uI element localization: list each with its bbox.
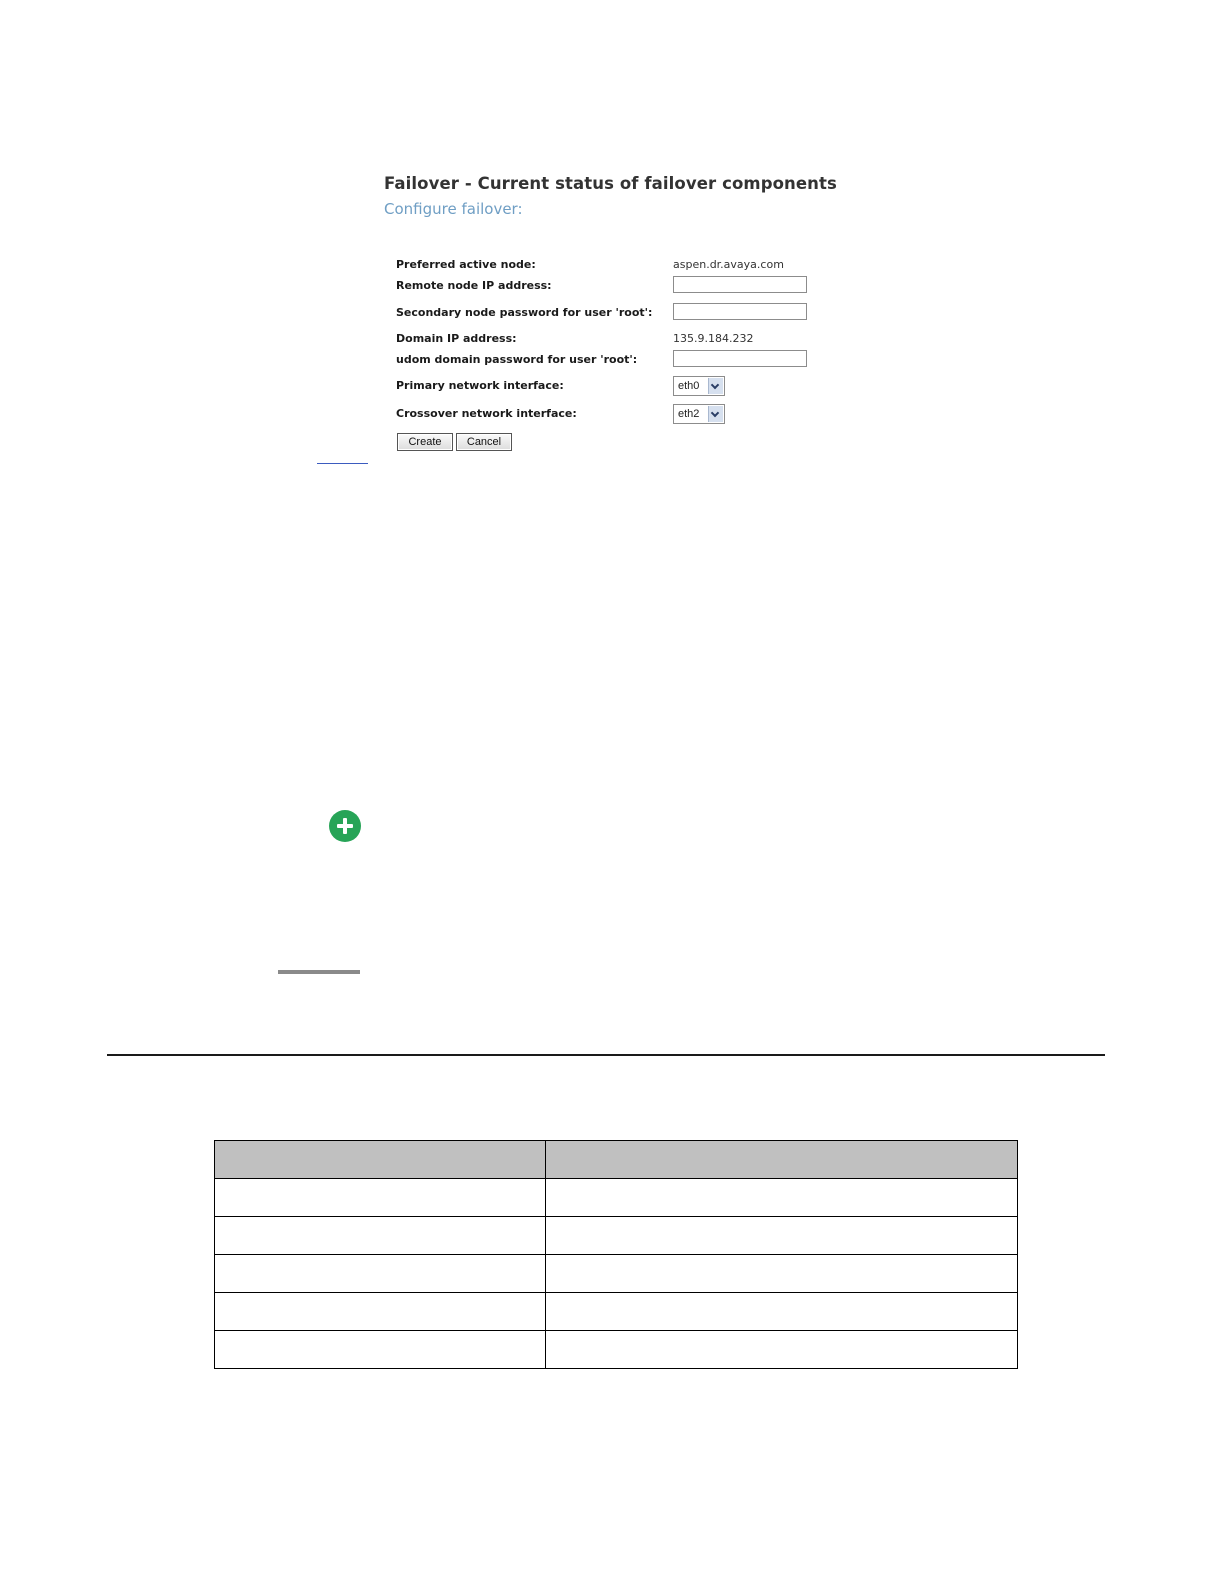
chevron-down-icon[interactable] (708, 406, 723, 422)
table-cell (546, 1179, 1018, 1217)
table-cell (215, 1293, 546, 1331)
divider-bar (278, 970, 360, 974)
udom-password-input[interactable] (673, 350, 807, 367)
primary-network-interface-value: eth0 (678, 380, 700, 392)
crossover-network-interface-label: Crossover network interface: (396, 407, 577, 420)
secondary-node-password-input[interactable] (673, 303, 807, 320)
table-header-cell (215, 1141, 546, 1179)
chevron-down-icon[interactable] (708, 378, 723, 394)
preferred-active-node-value: aspen.dr.avaya.com (673, 258, 784, 271)
udom-password-label: udom domain password for user 'root': (396, 353, 638, 366)
remote-node-ip-input[interactable] (673, 276, 807, 293)
primary-network-interface-label: Primary network interface: (396, 379, 564, 392)
table-row (215, 1293, 1018, 1331)
horizontal-rule (107, 1054, 1105, 1056)
table-row (215, 1255, 1018, 1293)
domain-ip-label: Domain IP address: (396, 332, 517, 345)
cancel-button[interactable]: Cancel (456, 433, 512, 451)
secondary-node-password-label: Secondary node password for user 'root': (396, 306, 653, 319)
preferred-active-node-label: Preferred active node: (396, 258, 536, 271)
domain-ip-value: 135.9.184.232 (673, 332, 754, 345)
table-cell (546, 1293, 1018, 1331)
table-row (215, 1331, 1018, 1369)
primary-network-interface-row (396, 376, 816, 398)
link-underline[interactable] (317, 463, 368, 464)
create-button[interactable]: Create (397, 433, 453, 451)
plus-circle-icon (329, 810, 361, 842)
domain-ip-row (396, 329, 816, 351)
table-cell (546, 1217, 1018, 1255)
table-cell (546, 1255, 1018, 1293)
table-header-cell (546, 1141, 1018, 1179)
remote-node-ip-row (396, 276, 816, 298)
failover-screenshot (376, 166, 866, 466)
primary-network-interface-select[interactable] (673, 376, 725, 396)
table-cell (215, 1217, 546, 1255)
table-cell (215, 1255, 546, 1293)
preferred-active-node-row (396, 255, 816, 277)
crossover-network-interface-value: eth2 (678, 408, 700, 420)
page-title: Failover - Current status of failover components (384, 174, 837, 193)
secondary-node-password-row (396, 303, 816, 325)
configure-failover-heading: Configure failover: (384, 200, 523, 218)
table-row (215, 1179, 1018, 1217)
table-cell (215, 1179, 546, 1217)
data-table (214, 1140, 1018, 1369)
table-cell (215, 1331, 546, 1369)
remote-node-ip-label: Remote node IP address: (396, 279, 552, 292)
table-header-row (215, 1141, 1018, 1179)
table-cell (546, 1331, 1018, 1369)
crossover-network-interface-select[interactable] (673, 404, 725, 424)
table-row (215, 1217, 1018, 1255)
udom-password-row (396, 350, 816, 372)
crossover-network-interface-row (396, 404, 816, 426)
